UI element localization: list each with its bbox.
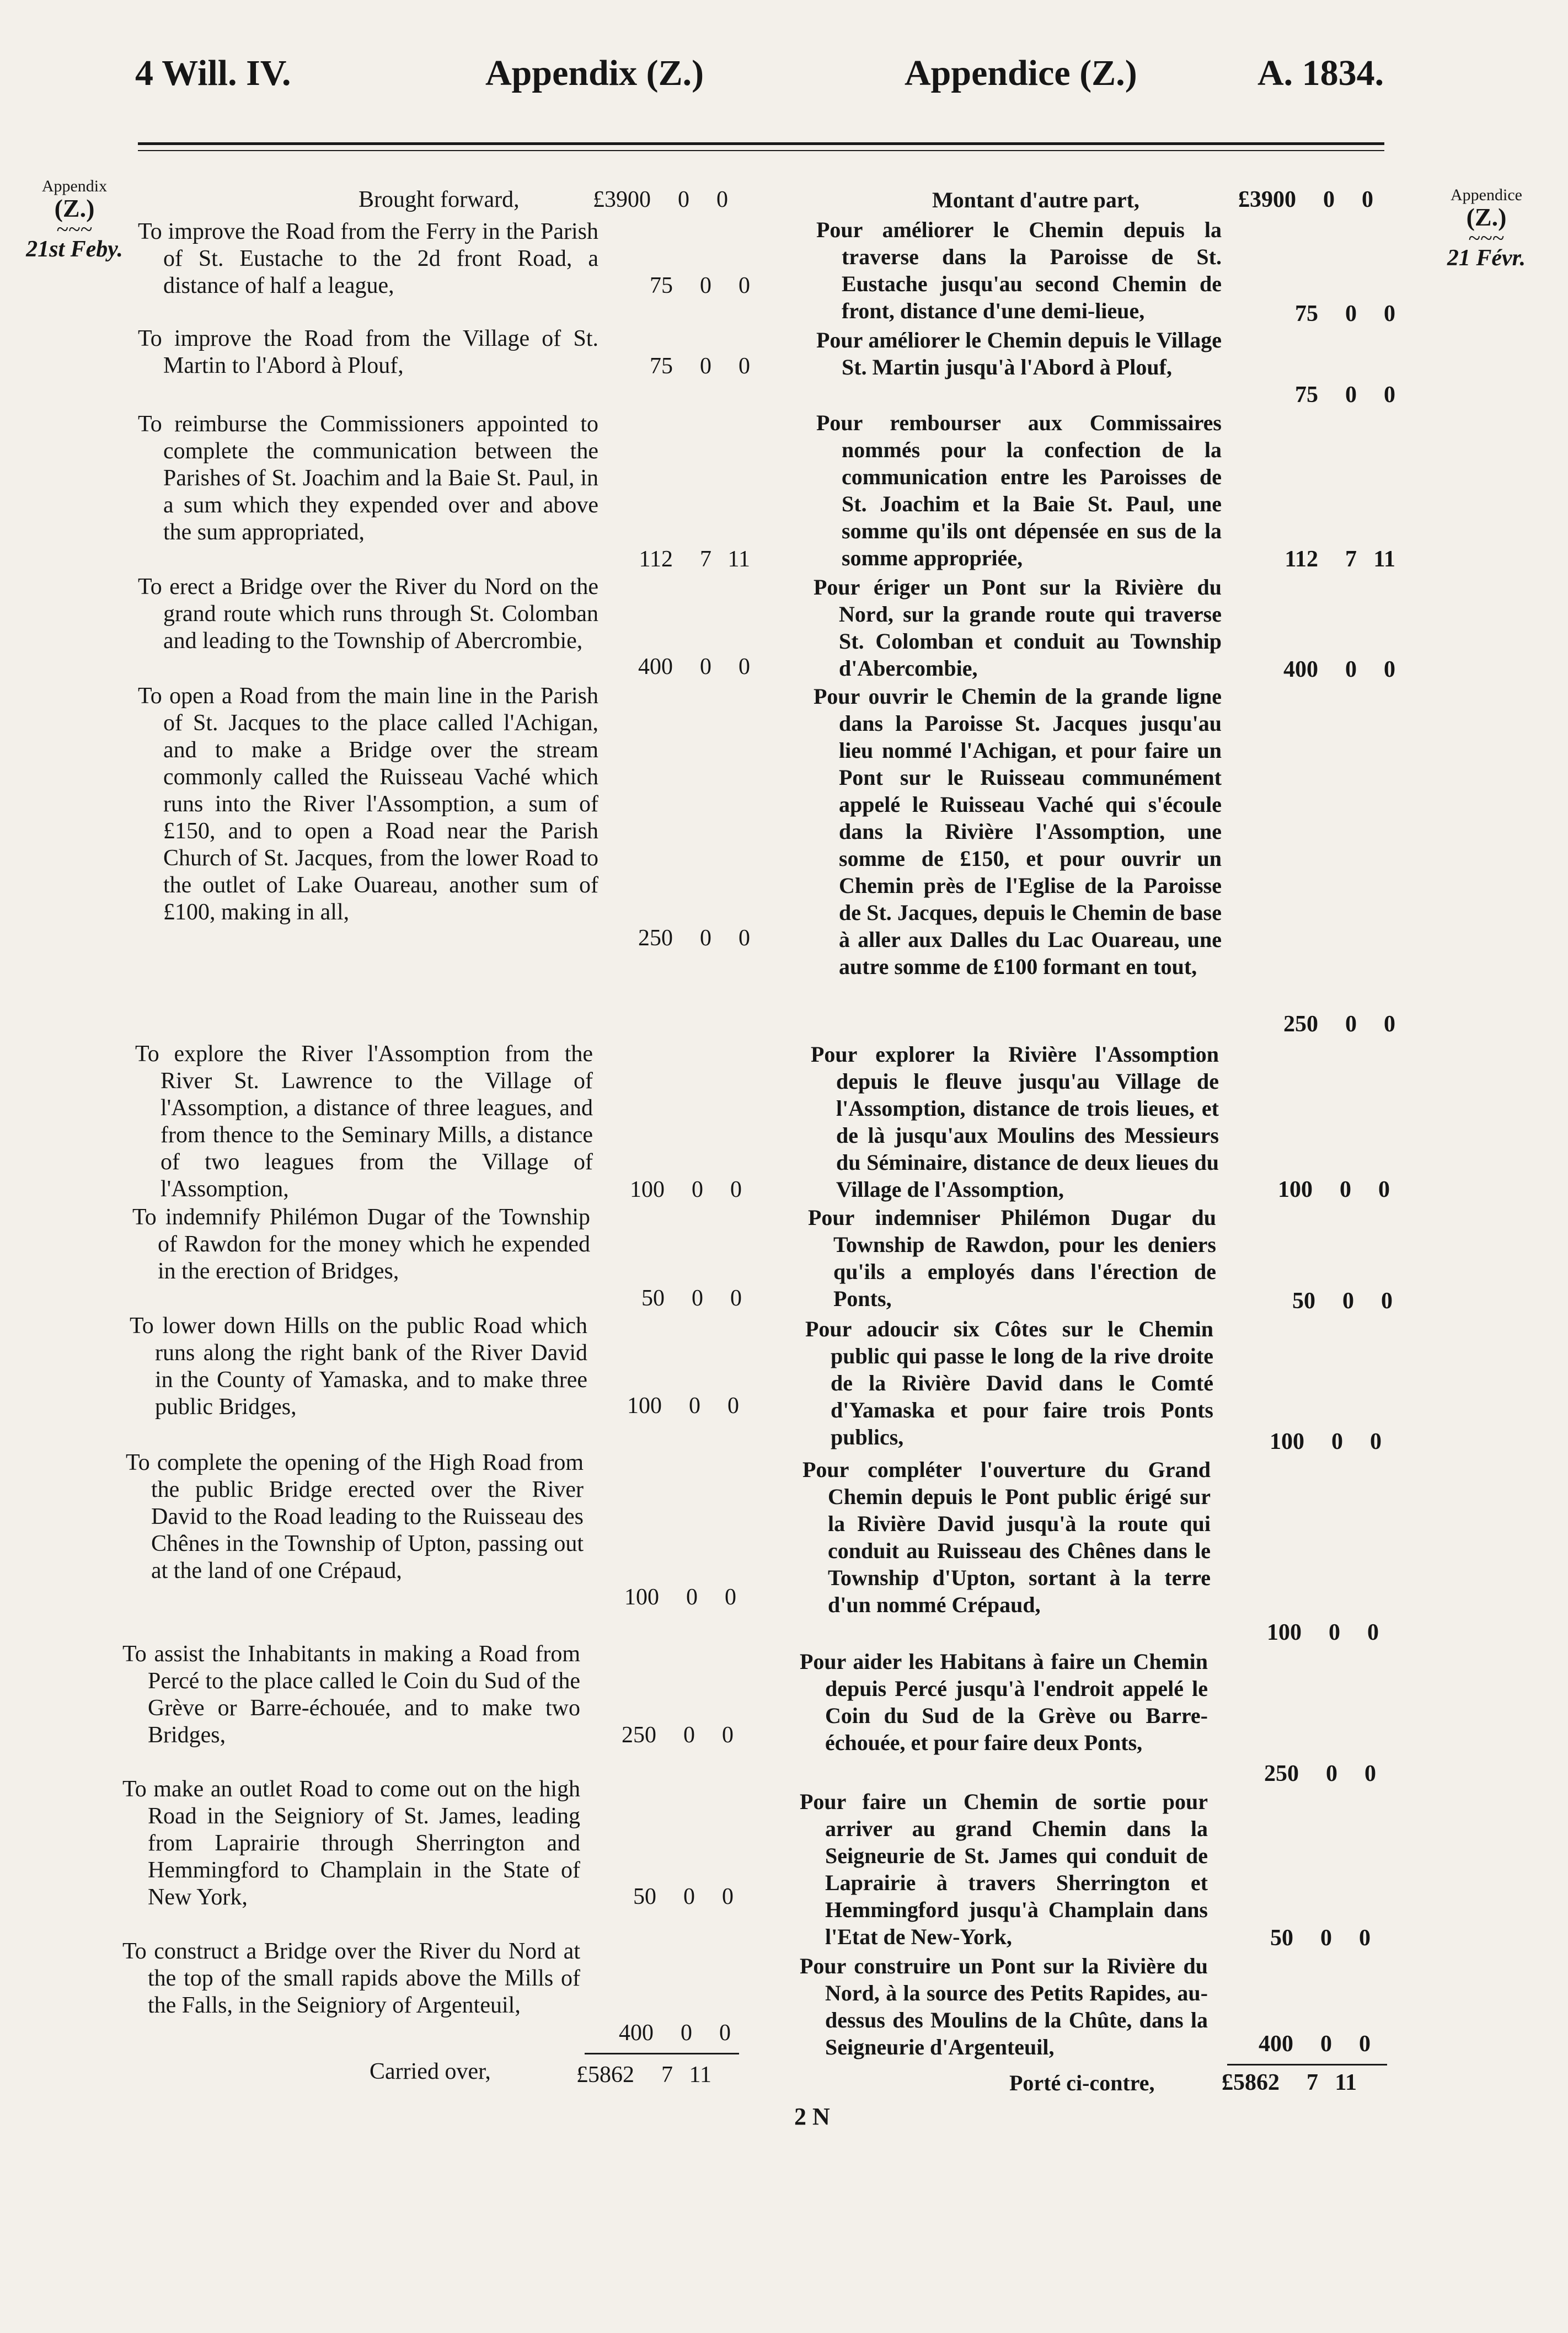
entry-text: Pour construire un Pont sur la Rivière du Nord, à la source des Petits Rapides, au-dessus des Moulins de la Chûte, dans la Seigneurie d'Argenteuil, (800, 1954, 1208, 2059)
pence: 0 (1362, 187, 1373, 212)
entry-text: To construct a Bridge over the River du Nord at the top of the small rapids above the Mills of the Falls, in the Seigniory of Argenteuil, (122, 1939, 580, 2018)
pounds: 75 (1295, 382, 1318, 408)
pence: 0 (725, 1585, 736, 1610)
entry-fr (814, 574, 1222, 682)
margin-date: 21st Feby. (26, 236, 123, 262)
pence: 0 (738, 354, 750, 379)
entry-amount (1235, 1619, 1379, 1646)
pounds: 100 (624, 1585, 659, 1610)
entry-amount (598, 1285, 742, 1312)
entry-text: To indemnify Philémon Dugar of the Township of Rawdon for the money which he expended in the erection of Bridges, (132, 1205, 590, 1284)
pounds: 250 (1283, 1012, 1318, 1037)
entry-amount (1252, 382, 1395, 408)
margin-date: 21 Févr. (1447, 245, 1526, 271)
pounds: £5862 (576, 2062, 634, 2088)
entry-text: To reimburse the Commissioners appointed to complete the communication between the Parishes of St. Joachim and la Baie St. Paul, in a sum which they expended over and above the sum appropriated, (138, 411, 598, 545)
brought-forward-label: Brought forward, (358, 187, 520, 212)
entry-amount (607, 546, 750, 572)
shillings: 0 (700, 654, 711, 679)
entry-text: To improve the Road from the Village of St. Martin to l'Abord à Plouf, (138, 326, 598, 378)
entry-amount (607, 654, 750, 680)
entry-amount (607, 353, 750, 379)
shillings: 0 (1342, 1288, 1354, 1314)
entry-amount (1252, 656, 1395, 683)
entry-fr (800, 1788, 1208, 1950)
entry-amount (1252, 546, 1395, 572)
entry-en (138, 325, 598, 379)
shillings: 0 (1320, 1925, 1332, 1951)
header-session: 4 Will. IV. (135, 53, 291, 93)
brought-forward-amount (1230, 186, 1373, 213)
shillings: 0 (1345, 657, 1357, 682)
header-rule-top (138, 142, 1384, 145)
pounds: 400 (638, 654, 673, 679)
entry-en (138, 574, 598, 655)
entry-amount (607, 925, 750, 951)
entry-en (132, 1204, 590, 1285)
pence: 0 (1384, 382, 1395, 408)
pounds: 100 (630, 1177, 665, 1202)
shillings: 0 (686, 1585, 698, 1610)
entry-amount (1233, 1761, 1376, 1787)
shillings: 0 (1331, 1429, 1343, 1454)
shillings: 0 (692, 1177, 703, 1202)
pounds: 50 (1292, 1288, 1315, 1314)
pounds: 400 (1259, 2031, 1293, 2057)
entry-text: Pour indemniser Philémon Dugar du Township de Rawdon, pour les deniers qu'ils a employés dans l'érection de Ponts, (808, 1205, 1216, 1311)
pence: 0 (738, 925, 750, 951)
entry-fr (808, 1204, 1216, 1312)
entry-text: Pour rembourser aux Commissaires nommés pour la confection de la communication entre les Paroisses de St. Joachim et la Baie St. Paul, une somme qu'ils ont dépensée en sus de la somme appropriée, (816, 410, 1222, 570)
pence: 0 (722, 1722, 734, 1748)
entry-amount (1252, 1011, 1395, 1037)
header-appendix-en: Appendix (Z.) (485, 53, 704, 93)
margin-code: (Z.) (54, 194, 95, 222)
entry-text: Pour améliorer le Chemin depuis la traverse dans la Paroisse de St. Eustache jusqu'au second Chemin de front, distance d'une demi-lieue, (816, 217, 1222, 323)
pounds: 100 (1267, 1620, 1302, 1645)
pounds: 50 (641, 1286, 665, 1311)
shillings: 0 (1345, 1012, 1357, 1037)
pounds: 112 (639, 547, 673, 572)
shillings: 0 (700, 354, 711, 379)
carried-over-label: Porté ci-contre, (1009, 2070, 1155, 2095)
sum-rule (585, 2053, 739, 2054)
entry-text: To lower down Hills on the public Road which runs along the right bank of the River David in the County of Yamaska, and to make three public Bridges, (130, 1313, 587, 1420)
pounds: 100 (1278, 1177, 1313, 1202)
pounds: 100 (627, 1393, 662, 1419)
entry-en (138, 411, 598, 546)
entry-en (122, 1938, 580, 2019)
shillings: 0 (1345, 301, 1357, 327)
entry-text: Pour améliorer le Chemin depuis le Village St. Martin jusqu'à l'Abord à Plouf, (816, 328, 1222, 379)
shillings: 7 (1307, 2070, 1318, 2095)
carried-over-amount (568, 2062, 711, 2088)
entry-en (138, 683, 598, 926)
pounds: £5862 (1222, 2070, 1280, 2095)
shillings: 0 (1340, 1177, 1351, 1202)
pence: 0 (730, 1177, 742, 1202)
signature-mark: 2 N (794, 2103, 830, 2130)
entry-amount (596, 1393, 739, 1419)
entry-text: Pour ériger un Pont sur la Rivière du Nord, sur la grande route qui traverse St. Colomban et conduit au Township d'Abercombie, (814, 575, 1222, 681)
shillings: 0 (1329, 1620, 1340, 1645)
pounds: 75 (650, 273, 673, 298)
entry-text: To make an outlet Road to come out on the high Road in the Seigniory of St. James, leading from Laprairie through Sherrington and Hemmingford to Champlain in the State of New York, (122, 1776, 580, 1910)
pence: 0 (1359, 2031, 1371, 2057)
entry-fr (811, 1041, 1219, 1203)
entry-en (135, 1041, 593, 1203)
shillings: 0 (1320, 2031, 1332, 2057)
pence: 0 (1364, 1761, 1376, 1786)
entry-text: Pour aider les Habitans à faire un Chemin depuis Percé jusqu'à l'endroit appelé le Coin du Sud de la Grève ou Barre-échouée, et pour faire deux Ponts, (800, 1649, 1208, 1755)
entry-fr (800, 1648, 1208, 1756)
brought-forward-amount (585, 186, 728, 213)
shillings: 0 (1326, 1761, 1337, 1786)
shillings: 7 (661, 2062, 673, 2088)
pence: 0 (1367, 1620, 1379, 1645)
pounds: 250 (1264, 1761, 1299, 1786)
margin-swirl: ~~~ (1468, 225, 1505, 250)
entry-amount (598, 1176, 742, 1203)
header-appendix-fr: Appendice (Z.) (905, 53, 1137, 93)
entry-amount (1246, 1176, 1390, 1203)
entry-text: To explore the River l'Assomption from the River St. Lawrence to the Village of l'Assomption, a distance of three leagues, and from thence to the Seminary Mills, a distance of two leagues from the Village of l'Assomption, (135, 1041, 593, 1202)
entry-amount (587, 2020, 731, 2046)
entry-amount (593, 1584, 736, 1610)
entry-text: Pour faire un Chemin de sortie pour arriver au grand Chemin dans la Seigneurie de St. James qui conduit de Laprairie à travers Sherrington et Hemmingford jusqu'à Champlain dans l'Etat de New-York, (800, 1789, 1208, 1949)
shillings: 0 (683, 1884, 695, 1909)
pounds: 75 (1295, 301, 1318, 327)
pence: 0 (1384, 301, 1395, 327)
shillings: 7 (700, 547, 711, 572)
pence: 11 (1373, 547, 1395, 572)
pounds: 250 (638, 925, 673, 951)
pence: 0 (1370, 1429, 1382, 1454)
pounds: 100 (1270, 1429, 1304, 1454)
entry-text: To assist the Inhabitants in making a Road from Percé to the place called le Coin du Sud of the Grève or Barre-échouée, and to make two Bridges, (122, 1641, 580, 1748)
pounds: 250 (622, 1722, 656, 1748)
entry-amount (1249, 1288, 1393, 1314)
pence: 0 (738, 654, 750, 679)
margin-code: (Z.) (1466, 202, 1507, 231)
entry-en (122, 1776, 580, 1911)
pence: 0 (722, 1884, 734, 1909)
pounds: 400 (1283, 657, 1318, 682)
shillings: 0 (700, 273, 711, 298)
pence: 11 (1335, 2070, 1357, 2095)
pence: 0 (1384, 1012, 1395, 1037)
margin-swirl: ~~~ (56, 216, 93, 242)
pence: 0 (730, 1286, 742, 1311)
shillings: 0 (700, 925, 711, 951)
pence: 0 (738, 273, 750, 298)
entry-amount (607, 272, 750, 299)
margin-note-right (1428, 186, 1544, 270)
entry-fr (816, 409, 1222, 571)
pounds: 50 (633, 1884, 656, 1909)
entry-text: To open a Road from the main line in the Parish of St. Jacques to the place called l'Achigan, and to make a Bridge over the stream commonly called the Ruisseau Vaché which runs into the River l'Assomption, a sum of £150, and to open a Road near the Parish Church of St. Jacques, from the lower Road to the outlet of Lake Ouareau, another sum of £100, making in all, (138, 683, 598, 925)
pence: 0 (727, 1393, 739, 1419)
entry-en (122, 1641, 580, 1749)
entry-text: Pour ouvrir le Chemin de la grande ligne dans la Paroisse St. Jacques jusqu'au lieu nommé l'Achigan, et pour faire un Pont sur le Ruisseau communément appelé le Ruisseau Vaché qui s'écoule dans la Rivière l'Assomption, une somme de £150, et pour ouvrir un Chemin près de l'Eglise de la Paroisse de St. Jacques, depuis le Chemin de base à aller aux Dalles du Lac Ouareau, une autre somme de £100 formant en tout, (814, 684, 1222, 979)
entry-fr (816, 327, 1222, 381)
entry-amount (1227, 1925, 1371, 1951)
entry-fr (805, 1315, 1213, 1451)
shillings: 7 (1345, 547, 1357, 572)
entry-fr (816, 216, 1222, 324)
pence: 11 (727, 547, 750, 572)
pence: 11 (689, 2062, 711, 2088)
entry-fr (800, 1952, 1208, 2061)
entry-en (130, 1313, 587, 1421)
header-year: A. 1834. (1257, 53, 1384, 93)
entry-en (138, 218, 598, 299)
carried-over-amount (1213, 2069, 1357, 2096)
shillings: 0 (681, 2020, 692, 2046)
entry-amount (590, 1883, 734, 1910)
entry-en (126, 1449, 584, 1585)
entry-fr (802, 1456, 1211, 1618)
entry-text: Pour compléter l'ouverture du Grand Chemin depuis le Pont public érigé sur la Rivière David jusqu'à la route qui conduit au Ruisseau des Chênes dans le Township d'Upton, sortant à la terre d'un nommé Crépaud, (802, 1457, 1211, 1617)
entry-amount (1227, 2031, 1371, 2057)
entry-amount (1238, 1428, 1382, 1455)
sum-rule (1227, 2064, 1387, 2066)
pounds: 50 (1270, 1925, 1293, 1951)
carried-over-label: Carried over, (370, 2059, 491, 2084)
shillings: 0 (683, 1722, 695, 1748)
pounds: £3900 (1238, 187, 1296, 212)
shillings: 0 (1323, 187, 1335, 212)
header-rule-bottom (138, 150, 1384, 151)
shillings: 0 (1345, 382, 1357, 408)
entry-text: Pour explorer la Rivière l'Assomption depuis le fleuve jusqu'au Village de l'Assomption, distance de trois lieues, et de là jusqu'aux Moulins des Messieurs du Séminaire, distance de deux lieues du Village de l'Assomption, (811, 1042, 1219, 1202)
shillings: 0 (678, 187, 689, 212)
pounds: 75 (650, 354, 673, 379)
margin-note-left (22, 178, 127, 261)
margin-label: Appendix (41, 177, 108, 195)
entry-amount (590, 1722, 734, 1748)
shillings: 0 (689, 1393, 700, 1419)
pence: 0 (1384, 657, 1395, 682)
pence: 0 (1359, 1925, 1371, 1951)
pounds: 400 (619, 2020, 654, 2046)
entry-text: To improve the Road from the Ferry in the Parish of St. Eustache to the 2d front Road, a distance of half a league, (138, 219, 598, 298)
entry-fr (814, 683, 1222, 980)
entry-amount (1252, 301, 1395, 327)
shillings: 0 (692, 1286, 703, 1311)
pounds: 112 (1285, 547, 1318, 572)
pence: 0 (716, 187, 728, 212)
entry-text: To complete the opening of the High Road from the public Bridge erected over the River David to the Road leading to the Ruisseau des Chênes in the Township of Upton, passing out at the land of one Crépaud, (126, 1450, 584, 1583)
brought-forward-label: Montant d'autre part, (932, 188, 1139, 212)
entry-text: Pour adoucir six Côtes sur le Chemin public qui passe le long de la rive droite de la Rivière David dans le Comté d'Yamaska et pour faire trois Ponts publics, (805, 1317, 1213, 1449)
margin-label: Appendice (1451, 186, 1522, 204)
pence: 0 (1381, 1288, 1393, 1314)
entry-text: To erect a Bridge over the River du Nord on the grand route which runs through St. Colomban and leading to the Township of Abercrombie, (138, 574, 598, 654)
pence: 0 (1378, 1177, 1390, 1202)
pounds: £3900 (593, 187, 651, 212)
pence: 0 (719, 2020, 731, 2046)
